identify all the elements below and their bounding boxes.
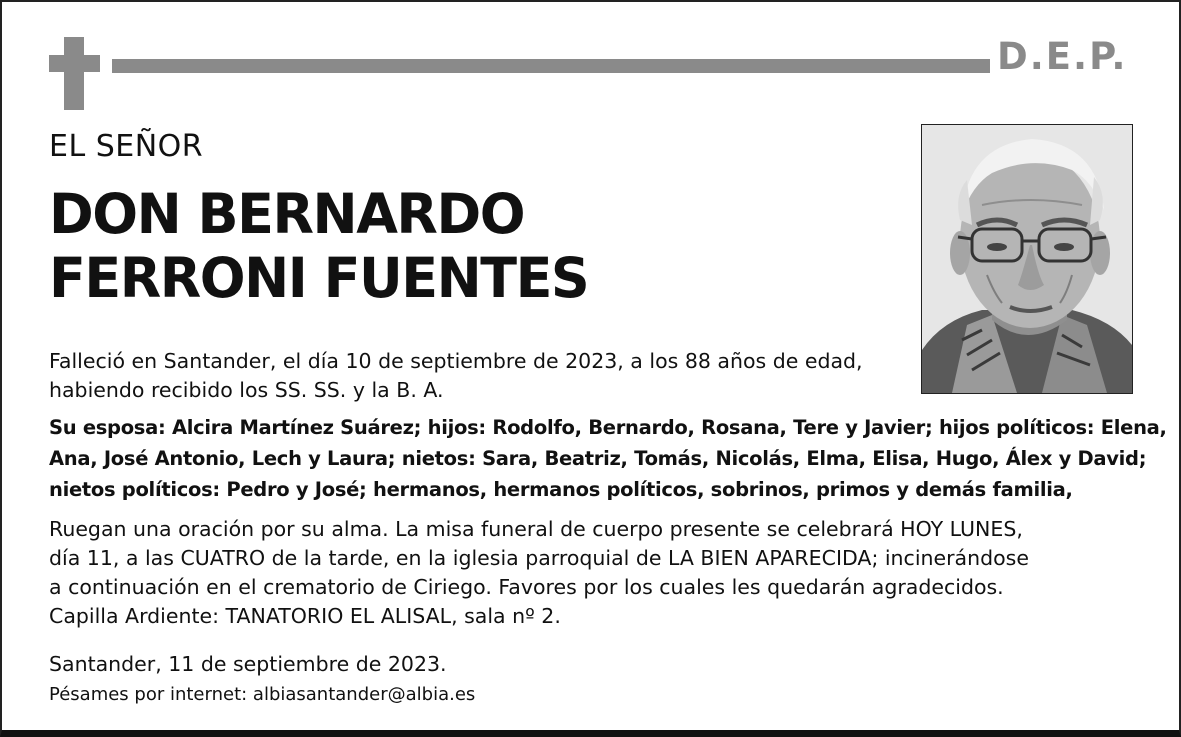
cross-icon-bar: [49, 55, 100, 72]
funeral-details: [49, 515, 1029, 631]
place-date: Santander, 11 de septiembre de 2023.: [49, 652, 447, 676]
death-notice: [49, 347, 863, 405]
death-line: habiendo recibido los SS. SS. y la B. A.: [49, 378, 444, 402]
funeral-line: Capilla Ardiente: TANATORIO EL ALISAL, sala nº 2.: [49, 604, 561, 628]
deceased-name: [49, 182, 588, 310]
header-rule: [112, 59, 990, 73]
funeral-line: día 11, a las CUATRO de la tarde, en la iglesia parroquial de LA BIEN APARECIDA; incinerándose: [49, 546, 1029, 570]
honorific-label: EL SEÑOR: [49, 129, 204, 164]
cross-icon: [64, 37, 84, 110]
name-line-2: FERRONI FUENTES: [49, 246, 589, 310]
death-line: Falleció en Santander, el día 10 de septiembre de 2023, a los 88 años de edad,: [49, 349, 863, 373]
family-line: nietos políticos: Pedro y José; hermanos, hermanos políticos, sobrinos, primos y demás familia,: [49, 478, 1073, 501]
funeral-line: a continuación en el crematorio de Ciriego. Favores por los cuales les quedarán agradecidos.: [49, 575, 1004, 599]
portrait-illustration: [922, 125, 1132, 393]
family-line: Ana, José Antonio, Lech y Laura; nietos: Sara, Beatriz, Tomás, Nicolás, Elma, Elisa, Hugo, Álex y David;: [49, 447, 1147, 470]
dep-label: D.E.P.: [997, 35, 1128, 78]
portrait-photo: [921, 124, 1133, 394]
family-line: Su esposa: Alcira Martínez Suárez; hijos: Rodolfo, Bernardo, Rosana, Tere y Javier; hijos políticos: Elena,: [49, 416, 1167, 439]
funeral-line: Ruegan una oración por su alma. La misa funeral de cuerpo presente se celebrará HOY LUNES,: [49, 517, 1023, 541]
condolences-email: Pésames por internet: albiasantander@albia.es: [49, 684, 476, 705]
name-line-1: DON BERNARDO: [49, 182, 525, 246]
family-list: [49, 412, 1167, 505]
